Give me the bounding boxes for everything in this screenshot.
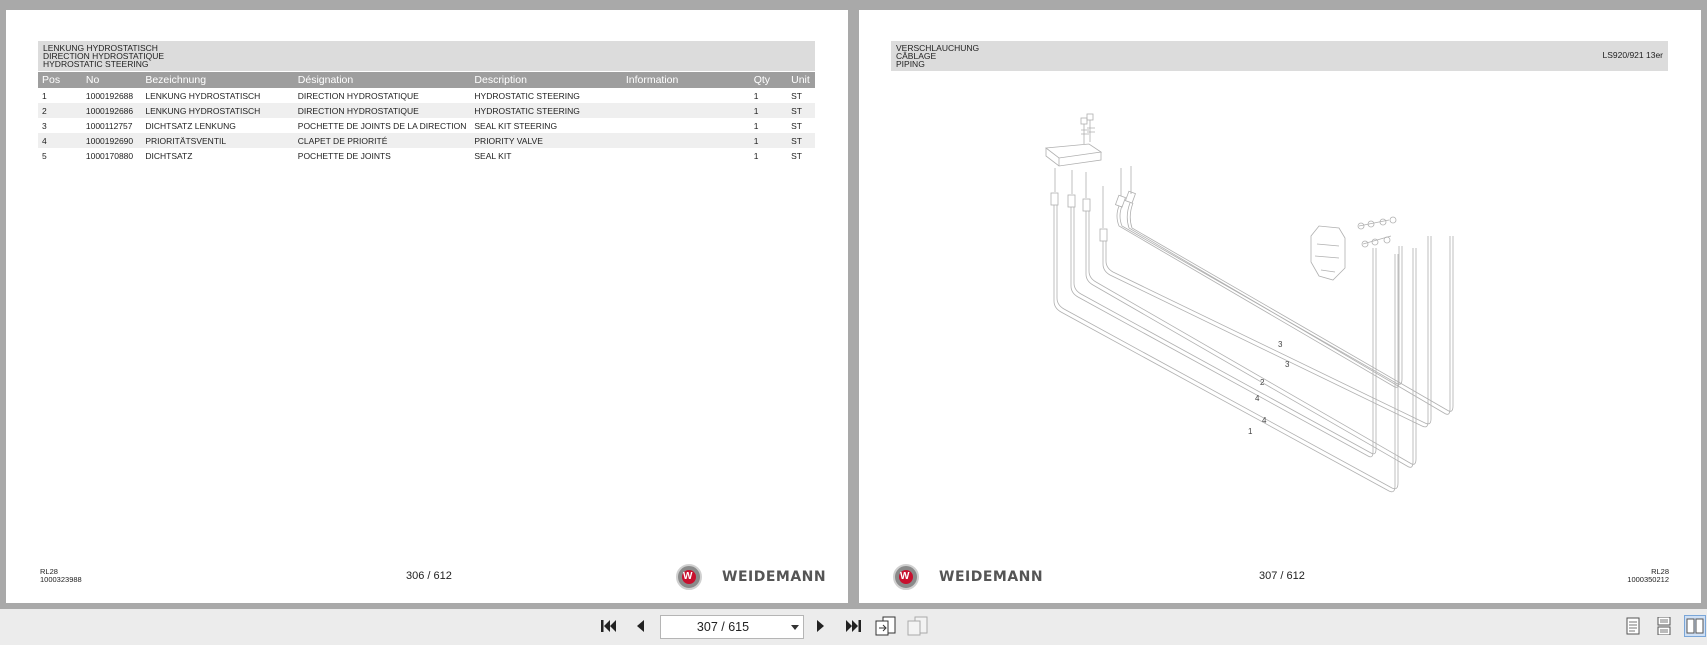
header-line-en: PIPING	[896, 59, 925, 69]
header-line-de: VERSCHLAUCHUNG	[896, 43, 980, 53]
page-selector[interactable]	[660, 615, 804, 639]
sync-left-icon	[875, 616, 897, 636]
weidemann-logo	[893, 563, 1043, 591]
current-page-value: 307 / 615	[696, 620, 750, 634]
table-header-row	[38, 72, 815, 88]
col-designation: Désignation	[294, 72, 471, 88]
first-page-icon	[600, 618, 618, 634]
cell-description: SEAL KIT	[474, 150, 512, 161]
next-page-button[interactable]	[810, 615, 832, 637]
two-page-view-button[interactable]	[1684, 615, 1706, 637]
fitting-2	[1068, 195, 1075, 207]
cell-information	[622, 103, 750, 118]
sync-right-button[interactable]	[907, 615, 929, 637]
footer-code-number: 1000350212	[1627, 575, 1669, 584]
footer-code-number: 1000323988	[40, 575, 82, 584]
weidemann-logo-icon: W	[676, 564, 702, 590]
footer-codes	[1627, 568, 1669, 584]
control-valve	[1311, 226, 1345, 280]
callout-label: 2	[1260, 378, 1265, 387]
cell-unit: ST	[791, 150, 802, 161]
col-bezeichnung: Bezeichnung	[141, 72, 293, 88]
page-number: 307 / 612	[1259, 570, 1305, 582]
bolt-head-1	[1081, 118, 1087, 124]
sync-right-icon	[907, 616, 929, 636]
brand-name: WEIDEMANN	[939, 569, 1044, 585]
cell-information	[622, 133, 750, 148]
callout-label: 4	[1262, 416, 1267, 425]
section-header	[38, 41, 815, 71]
cell-description: PRIORITY VALVE	[470, 133, 621, 148]
fitting-6	[1125, 191, 1135, 203]
cell-information	[622, 118, 750, 133]
col-description: Description	[470, 72, 621, 88]
brand-name: WEIDEMANN	[722, 569, 827, 585]
steering-block-side	[1046, 148, 1101, 166]
bolt-head-2	[1087, 114, 1093, 120]
cell-no: 1000112757	[85, 120, 133, 131]
cell-pos: 4	[38, 133, 82, 148]
cell-description: SEAL KIT STEERING	[474, 120, 558, 131]
weidemann-logo	[676, 563, 826, 591]
cell-qty: 1	[753, 150, 759, 161]
col-pos: Pos	[38, 72, 82, 88]
cell-pos: 5	[42, 150, 47, 161]
col-no: No	[82, 72, 141, 88]
cell-description: HYDROSTATIC STEERING	[474, 90, 580, 101]
two-page-icon	[1686, 618, 1704, 634]
footer-code-model: RL28	[40, 567, 58, 576]
cell-unit: ST	[791, 120, 802, 131]
single-page-view-button[interactable]	[1622, 615, 1644, 637]
cell-bezeichnung: DICHTSATZ LENKUNG	[145, 120, 236, 131]
col-qty: Qty	[750, 72, 787, 88]
callout-label: 1	[1248, 427, 1253, 436]
cell-unit: ST	[791, 90, 802, 101]
continuous-page-icon	[1656, 617, 1672, 635]
header-line-fr: DIRECTION HYDROSTATIQUE	[43, 51, 165, 61]
fitting-1	[1051, 193, 1058, 205]
cell-information	[622, 88, 750, 103]
cell-designation: POCHETTE DE JOINTS	[297, 150, 391, 161]
cell-qty: 1	[753, 120, 759, 131]
cell-no: 1000192688	[85, 90, 134, 101]
cell-unit: ST	[787, 133, 815, 148]
cell-bezeichnung: LENKUNG HYDROSTATISCH	[141, 103, 293, 118]
table-row	[38, 148, 815, 163]
next-page-icon	[814, 618, 828, 634]
section-header	[891, 41, 1668, 71]
cell-designation: CLAPET DE PRIORITÉ	[294, 133, 471, 148]
footer-code-model: RL28	[1651, 567, 1669, 576]
continuous-view-button[interactable]	[1653, 615, 1675, 637]
cell-no: 1000192690	[82, 133, 141, 148]
footer-codes	[40, 568, 82, 584]
hose-2	[1071, 207, 1373, 457]
single-page-icon	[1625, 617, 1641, 635]
hose-1	[1054, 205, 1395, 492]
hose-4	[1103, 236, 1428, 427]
first-page-button[interactable]	[598, 615, 620, 637]
previous-page-icon	[633, 618, 647, 634]
callout-label: 3	[1278, 340, 1283, 349]
col-information: Information	[622, 72, 750, 88]
fitting-3	[1083, 199, 1090, 211]
piping-diagram	[859, 76, 1701, 556]
cell-designation: POCHETTE DE JOINTS DE LA DIRECTION	[297, 120, 467, 131]
table-row	[38, 103, 815, 118]
model-label: LS920/921 13er	[1602, 50, 1663, 60]
callout-label: 3	[1285, 360, 1290, 369]
table-row	[38, 118, 815, 133]
header-line-fr: CÂBLAGE	[896, 51, 937, 61]
weidemann-logo-icon: W	[893, 564, 919, 590]
cell-qty: 1	[750, 133, 787, 148]
fitting-5	[1115, 195, 1125, 207]
header-line-en: HYDROSTATIC STEERING	[43, 59, 149, 69]
cell-pos: 2	[38, 103, 82, 118]
last-page-icon	[844, 618, 862, 634]
last-page-button[interactable]	[842, 615, 864, 637]
left-page	[6, 10, 848, 603]
cell-bezeichnung: DICHTSATZ	[145, 150, 193, 161]
cell-qty: 1	[753, 90, 759, 101]
sync-left-button[interactable]	[875, 615, 897, 637]
right-page	[859, 10, 1701, 603]
cell-designation: DIRECTION HYDROSTATIQUE	[297, 90, 419, 101]
chevron-down-icon[interactable]	[791, 625, 799, 630]
cell-no: 1000192686	[82, 103, 141, 118]
parts-table	[38, 72, 815, 163]
cell-bezeichnung: LENKUNG HYDROSTATISCH	[145, 90, 261, 101]
col-unit: Unit	[787, 72, 815, 88]
header-line-de: LENKUNG HYDROSTATISCH	[43, 43, 158, 53]
steering-block-top	[1046, 144, 1101, 158]
previous-page-button[interactable]	[629, 615, 651, 637]
cell-qty: 1	[750, 103, 787, 118]
cell-bezeichnung: PRIORITÄTSVENTIL	[141, 133, 293, 148]
cell-designation: DIRECTION HYDROSTATIQUE	[294, 103, 471, 118]
table-row	[38, 88, 815, 103]
table-row	[38, 133, 815, 148]
fitting-4	[1100, 229, 1107, 241]
cell-no: 1000170880	[85, 150, 134, 161]
callout-label: 4	[1255, 394, 1260, 403]
page-number: 306 / 612	[406, 570, 452, 582]
cell-description: HYDROSTATIC STEERING	[470, 103, 621, 118]
cell-pos: 3	[42, 120, 47, 131]
cell-pos: 1	[42, 90, 47, 101]
cell-unit: ST	[787, 103, 815, 118]
cell-information	[622, 148, 750, 163]
